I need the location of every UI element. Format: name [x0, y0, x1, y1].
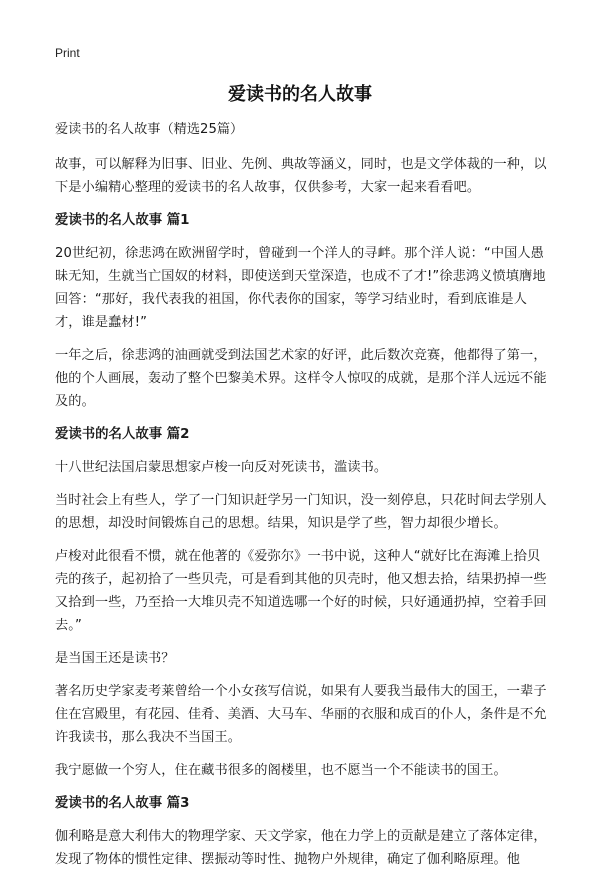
section-paragraph: 十八世纪法国启蒙思想家卢梭一向反对死读书，滥读书。 [55, 460, 388, 475]
story-section-3 [55, 792, 547, 871]
section-paragraph: 20世纪初，徐悲鸿在欧洲留学时，曾碰到一个洋人的寻衅。那个洋人说：“中国人愚昧无知，生就当亡国奴的材料，即使送到天堂深造，也成不了才!”徐悲鸿义愤填膺地回答：“那好，我代表我的祖国，你代表你的国家，等学习结业时，看到底谁是人才，谁是蠢材!” [55, 246, 546, 330]
story-section-2 [55, 423, 547, 782]
document-body [55, 118, 547, 881]
page-title: 爱读书的名人故事 [228, 84, 372, 105]
section-paragraph: 卢梭对此很看不惯，就在他著的《爱弥尔》一书中说，这种人“就好比在海滩上拾贝壳的孩子，起初拾了一些贝壳，可是看到其他的贝壳时，他又想去拾，结果扔掉一些又拾到一些，乃至拾一大堆贝壳不知道选哪一个好的时候，只好通通扔掉，空着手回去。” [55, 549, 547, 633]
section-heading: 爱读书的名人故事 篇3 [55, 796, 190, 811]
print-label: Print [55, 46, 80, 60]
section-heading: 爱读书的名人故事 篇2 [55, 427, 190, 442]
document-subtitle: 爱读书的名人故事（精选25篇） [55, 122, 244, 137]
intro-paragraph: 故事，可以解释为旧事、旧业、先例、典故等涵义，同时，也是文学体裁的一种，以下是小编精心整理的爱读书的名人故事，仅供参考，大家一起来看看吧。 [55, 157, 547, 195]
section-paragraph: 当时社会上有些人，学了一门知识赶学另一门知识，没一刻停息，只花时间去学别人的思想，却没时间锻炼自己的思想。结果，知识是学了些，智力却很少增长。 [55, 493, 547, 531]
section-heading: 爱读书的名人故事 篇1 [55, 213, 190, 228]
section-paragraph: 一年之后，徐悲鸿的油画就受到法国艺术家的好评，此后数次竞赛，他都得了第一，他的个人画展，轰动了整个巴黎美术界。这样令人惊叹的成就，是那个洋人远远不能及的。 [55, 348, 547, 409]
story-section-1 [55, 209, 547, 413]
section-paragraph: 著名历史学家麦考莱曾给一个小女孩写信说，如果有人要我当最伟大的国王，一辈子住在宫殿里，有花园、佳肴、美酒、大马车、华丽的衣服和成百的仆人，条件是不允许我读书，那么我决不当国王。 [55, 684, 547, 745]
section-paragraph: 是当国王还是读书？ [55, 651, 175, 666]
section-paragraph: 伽利略是意大利伟大的物理学家、天文学家，他在力学上的贡献是建立了落体定律，发现了物体的惯性定律、摆振动等时性、抛物户外规律，确定了伽利略原理。他 [55, 829, 547, 867]
section-paragraph: 我宁愿做一个穷人，住在藏书很多的阁楼里，也不愿当一个不能读书的国王。 [55, 763, 507, 778]
